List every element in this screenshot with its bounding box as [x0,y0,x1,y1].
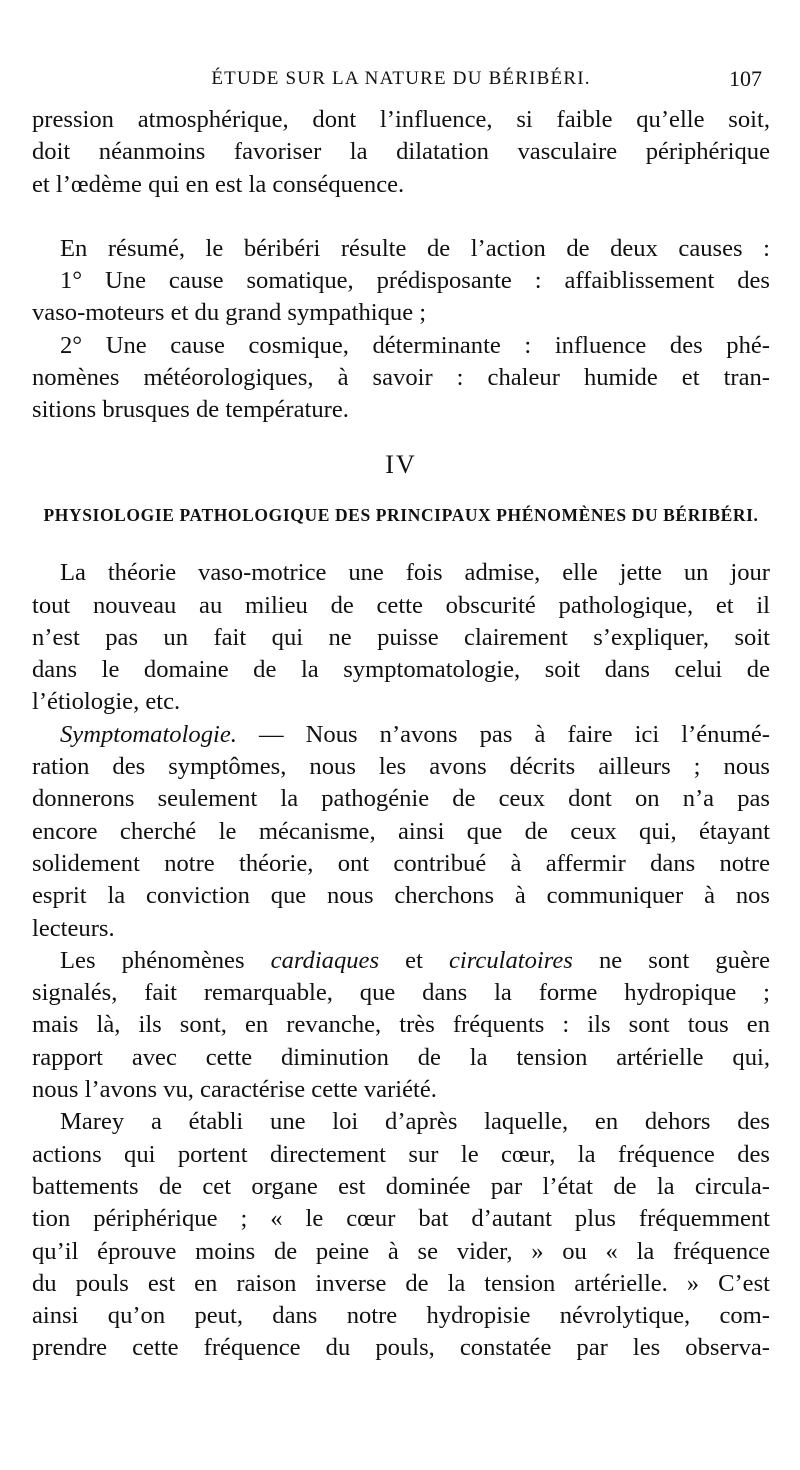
text-span: — Nous n’avons pas à faire ici l’énumé- [236,720,770,748]
text-line: sitions brusques de température. [32,396,349,424]
italic-term: circulatoires [449,946,573,974]
text-line: ration des symptômes, nous les avons décrits ailleurs ; nous [32,753,770,781]
text-line: nous l’avons vu, caractérise cette variété. [32,1076,437,1104]
text-line [32,945,770,977]
text-line: tion périphérique ; « le cœur bat d’autant plus fréquemment [32,1205,770,1233]
text-line: l’étiologie, etc. [32,688,181,716]
text-line: tout nouveau au milieu de cette obscurité pathologique, et il [32,591,770,619]
text-line: ainsi qu’on peut, dans notre hydropisie névrolytique, com- [32,1302,770,1330]
body-text [32,104,770,1365]
text-line: lecteurs. [32,914,115,942]
text-line: du pouls est en raison inverse de la tension artérielle. » C’est [32,1269,770,1297]
text-line: La théorie vaso-motrice une fois admise, elle jette un jour [60,559,770,587]
italic-heading: Symptomatologie. [60,720,237,748]
text-line: encore cherché le mécanisme, ainsi que de ceux qui, étayant [32,817,770,845]
text-line: nomènes météorologiques, à savoir : chaleur humide et tran- [32,364,770,392]
text-line: pression atmosphérique, dont l’influence, si faible qu’elle soit, [32,106,770,133]
text-line: doit néanmoins favoriser la dilatation vasculaire périphérique [32,138,770,166]
text-span: ne sont guère [572,946,770,974]
text-line: esprit la conviction que nous cherchons à communiquer à nos [32,882,770,910]
text-line: rapport avec cette diminution de la tension artérielle qui, [32,1043,770,1071]
text-line: En résumé, le béribéri résulte de l’action de deux causes : [60,234,770,262]
text-span: et [379,946,449,974]
text-line: prendre cette fréquence du pouls, constatée par les observa- [32,1334,770,1362]
section-title: PHYSIOLOGIE PATHOLOGIQUE DES PRINCIPAUX PHÉNOMÈNES DU BÉRIBÉRI. [43,504,759,525]
text-line: mais là, ils sont, en revanche, très fréquents : ils sont tous en [32,1011,770,1039]
section-number: IV [385,449,417,479]
text-line: dans le domaine de la symptomatologie, soit dans celui de [32,656,770,684]
text-line: donnerons seulement la pathogénie de ceux dont on n’a pas [32,785,770,813]
page-number: 107 [729,66,762,91]
text-line: 2° Une cause cosmique, déterminante : influence des phé- [60,331,770,359]
text-line: et l’œdème qui en est la conséquence. [32,170,405,198]
text-span: Les phénomènes [60,946,271,974]
text-line: actions qui portent directement sur le cœur, la fréquence des [32,1140,770,1168]
text-line: 1° Une cause somatique, prédisposante : affaiblissement des [60,267,770,295]
text-line [32,719,770,751]
running-title: ÉTUDE SUR LA NATURE DU BÉRIBÉRI. [211,68,591,89]
text-line: vaso-moteurs et du grand sympathique ; [32,299,427,327]
text-line: Marey a établi une loi d’après laquelle, en dehors des [60,1108,770,1136]
text-line: signalés, fait remarquable, que dans la forme hydropique ; [32,979,770,1007]
text-line: n’est pas un fait qui ne puisse clairement s’expliquer, soit [32,623,770,651]
text-line: solidement notre théorie, ont contribué à affermir dans notre [32,849,770,877]
text-line: battements de cet organe est dominée par l’état de la circula- [32,1172,770,1200]
italic-term: cardiaques [270,946,380,974]
running-head [32,64,770,98]
text-line: qu’il éprouve moins de peine à se vider, » ou « la fréquence [32,1237,770,1265]
